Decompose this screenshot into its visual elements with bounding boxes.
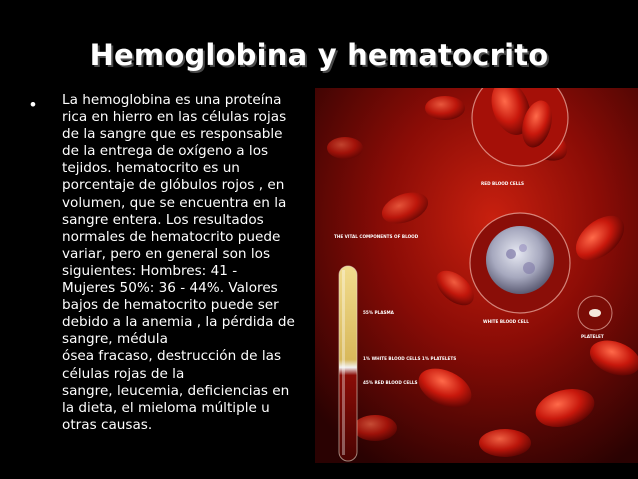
platelet-label: PLATELET [581, 334, 604, 339]
wbc-platelet-label: 1% WHITE BLOOD CELLS 1% PLATELETS [363, 356, 457, 361]
red-cells-label: RED BLOOD CELLS [481, 181, 525, 186]
bullet-marker: • [30, 95, 36, 114]
test-tube [339, 266, 357, 461]
body-paragraph: La hemoglobina es una proteína rica en hierro en las células rojas de la sangre que es responsable de la entrega de oxígeno a los tejidos. hematocrito es un porcentaje de glóbulos rojos , en volumen, que se encuentra en la sangre entera. Los resultados normales de hematocrito puede variar, pero en general son los siguientes: Hombres: 41 - Mujeres 50%: 36 - 44%. Valores bajos de hematocrito puede ser debido a la anemia , la pérdida de sangre, médula ósea fracaso, destrucción de las células rojas de la sangre, leucemia, deficiencias en la dieta, el mieloma múltiple u otras causas. [62, 92, 295, 433]
rbc-percent-label: 45% RED BLOOD CELLS [363, 380, 418, 385]
slide-title: Hemoglobina y hematocrito [89, 38, 549, 72]
white-cell-label: WHITE BLOOD CELL [483, 319, 529, 324]
tube-heading-label: THE VITAL COMPONENTS OF BLOOD [334, 234, 419, 239]
white-blood-cell-bubble [470, 213, 570, 313]
plasma-label: 55% PLASMA [363, 310, 394, 315]
platelet-bubble [578, 296, 612, 330]
blood-components-illustration [315, 88, 638, 463]
